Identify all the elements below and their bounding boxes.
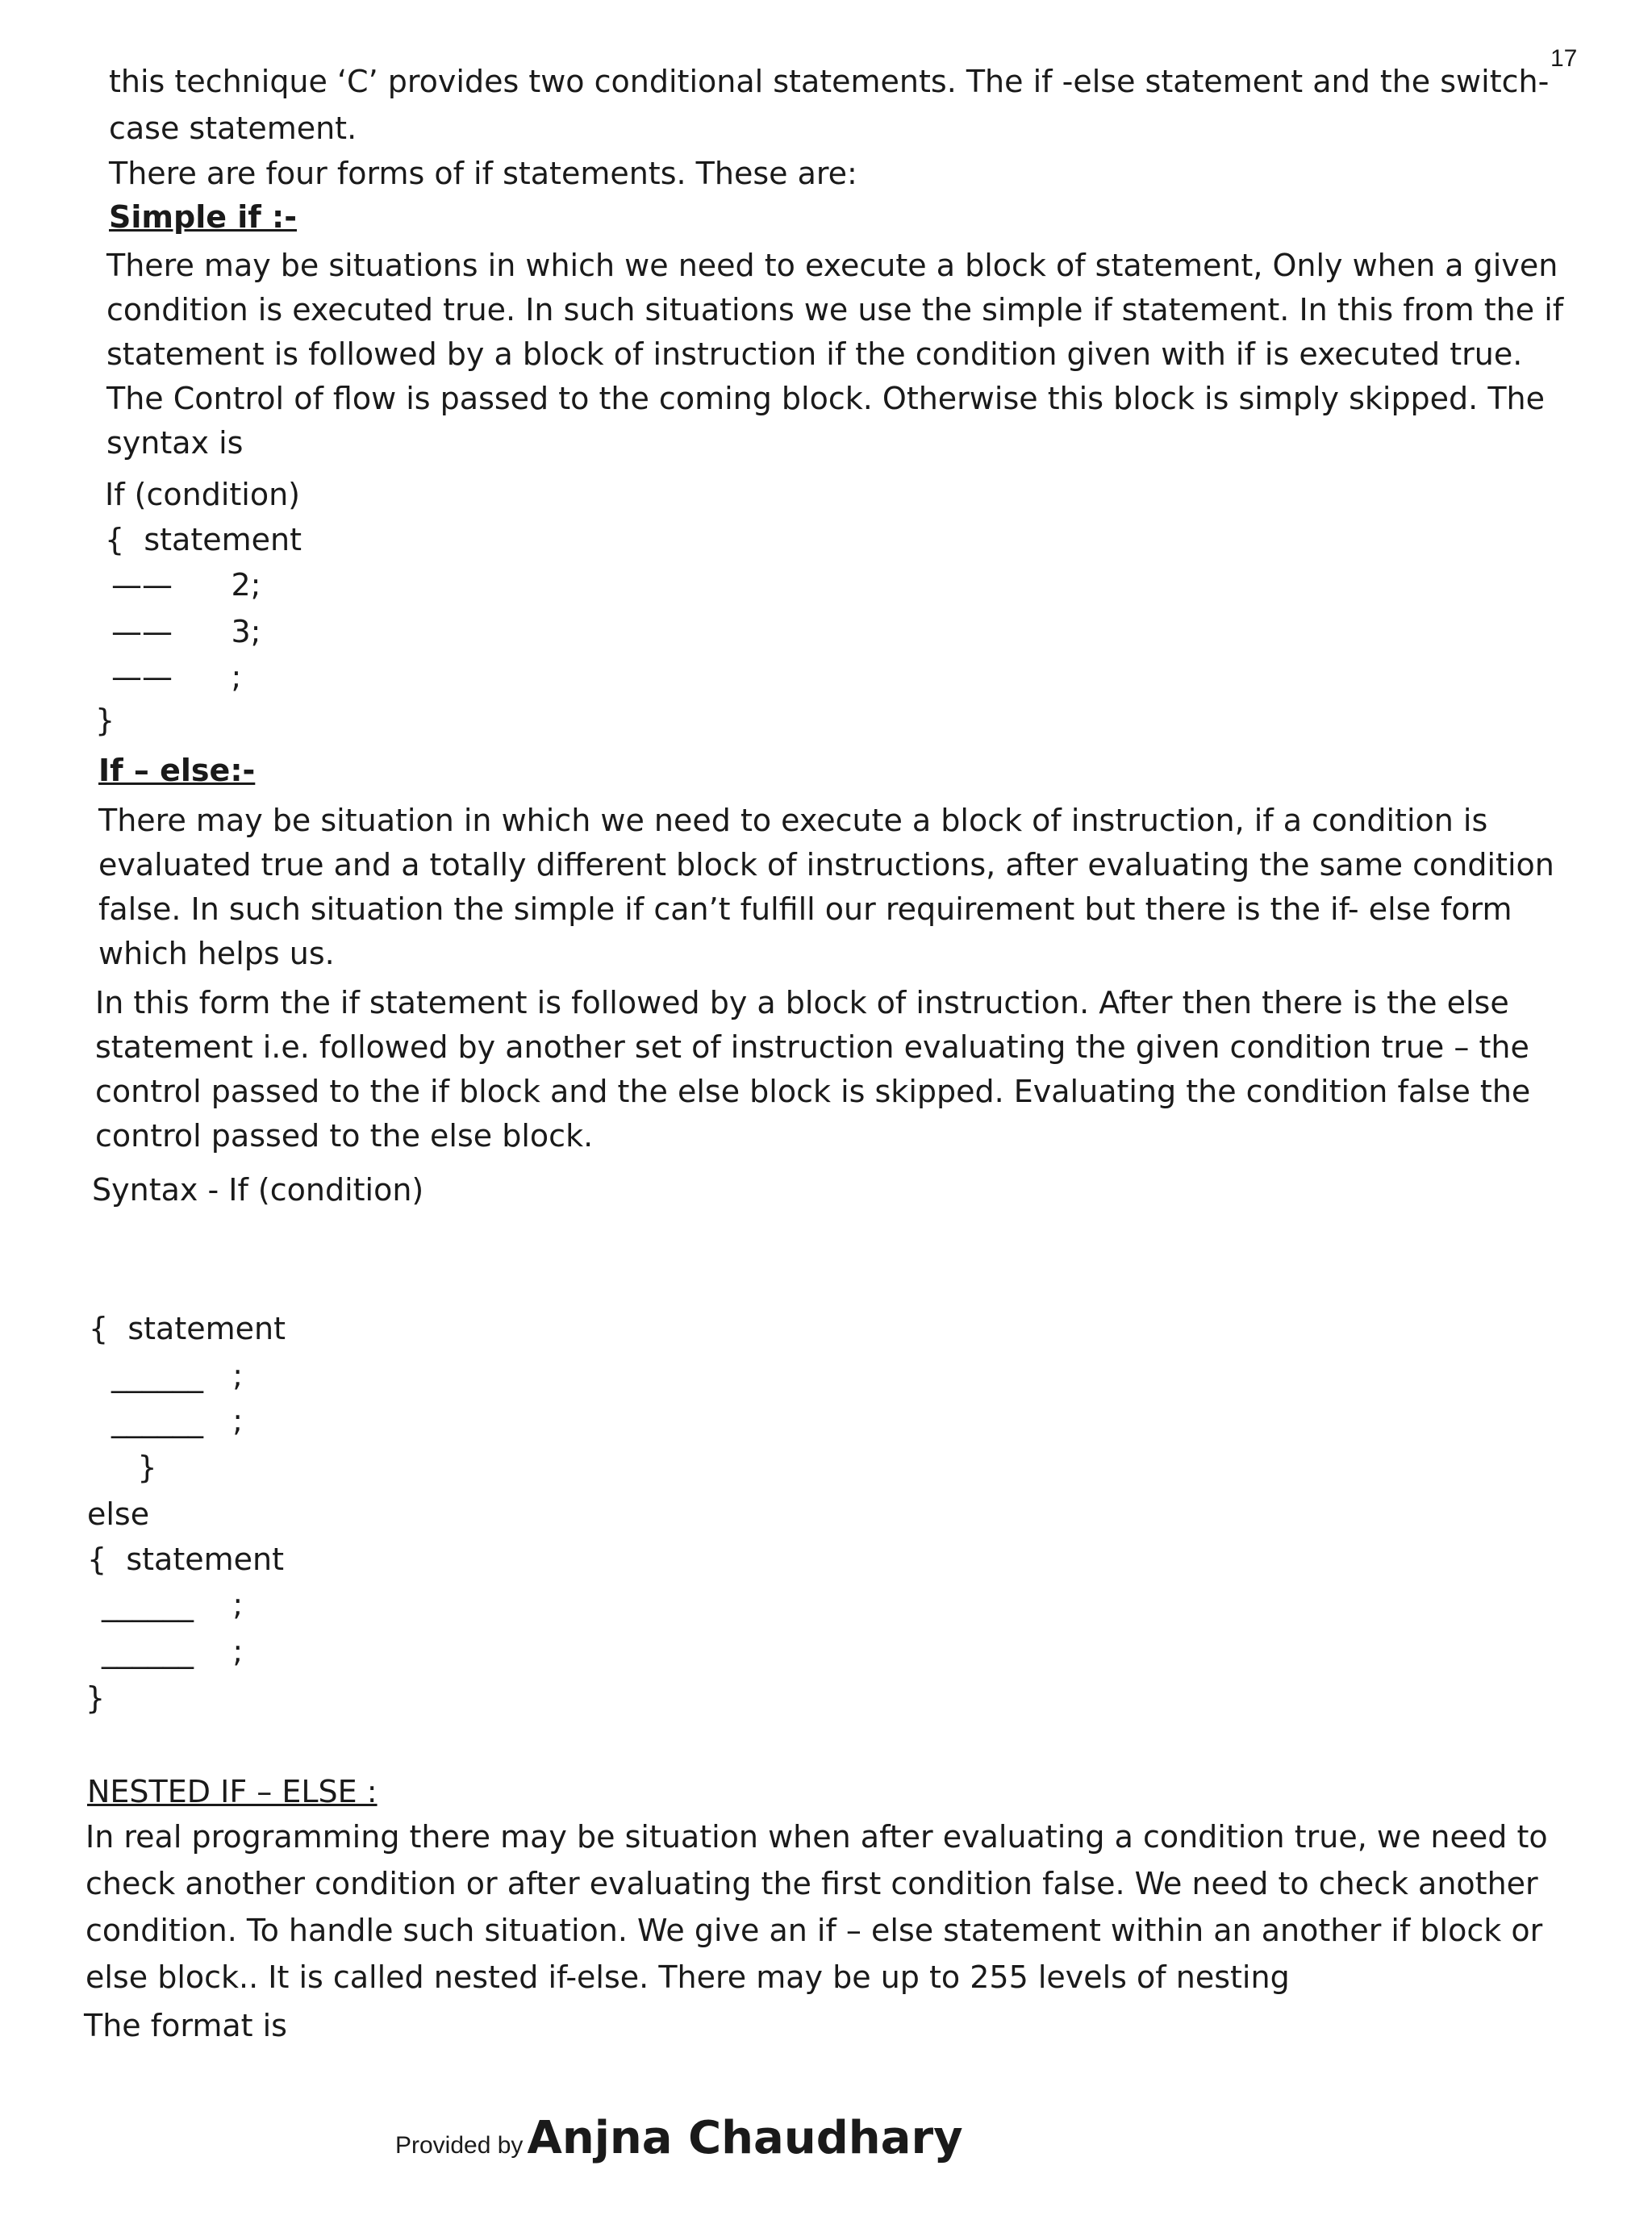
heading-if-else: If – else:- bbox=[98, 753, 256, 788]
if-else-code-line-2: ______ ; bbox=[111, 1358, 244, 1393]
if-else-code-line-5: else bbox=[87, 1496, 150, 1532]
if-else-syntax-line: Syntax - If (condition) bbox=[92, 1172, 424, 1208]
simple-if-code-line-3: —— 2; bbox=[111, 567, 261, 603]
simple-if-code-line-2: { statement bbox=[105, 522, 302, 557]
simple-if-code-line-4: —— 3; bbox=[111, 614, 261, 649]
if-else-code-line-1: { statement bbox=[89, 1311, 286, 1346]
simple-if-code-line-6: } bbox=[95, 703, 115, 738]
heading-simple-if: Simple if :- bbox=[109, 199, 297, 235]
footer-author: Anjna Chaudhary bbox=[527, 2112, 963, 2164]
intro-line-2: case statement. bbox=[109, 111, 357, 146]
if-else-code-line-6: { statement bbox=[87, 1542, 284, 1577]
if-else-code-line-8: ______ ; bbox=[102, 1634, 244, 1669]
intro-line-3: There are four forms of if statements. These are: bbox=[109, 156, 857, 191]
simple-if-paragraph: There may be situations in which we need to execute a block of statement, Only when a given condition is executed true. In such situations we use the simple if statement. In this from the if statement is followed by a block of instruction if the condition given with if is executed true. The Control of flow is passed to the coming block. Otherwise this block is simply skipped. The syntax is bbox=[106, 248, 1564, 461]
nested-if-else-format-line: The format is bbox=[84, 2008, 287, 2043]
intro-line-1: this technique ‘C’ provides two conditional statements. The if -else statement and the switch- bbox=[109, 64, 1550, 99]
if-else-code-line-3: ______ ; bbox=[111, 1403, 244, 1438]
if-else-paragraph-2: In this form the if statement is followed by a block of instruction. After then there is the else statement i.e. followed by another set of instruction evaluating the given condition true – the control passed to the if block and the else block is skipped. Evaluating the condition false the control passed to the else block. bbox=[95, 985, 1531, 1154]
if-else-paragraph-1: There may be situation in which we need to execute a block of instruction, if a condition is evaluated true and a totally different block of instructions, after evaluating the same condition false. In such situation the simple if can’t fulfill our requirement but there is the if- else form which helps us. bbox=[98, 803, 1554, 971]
simple-if-code-line-5: —— ; bbox=[111, 659, 242, 695]
if-else-code-line-9: } bbox=[86, 1680, 106, 1716]
if-else-code-line-7: ______ ; bbox=[102, 1587, 244, 1622]
footer-credit bbox=[395, 2112, 963, 2164]
simple-if-code-line-1: If (condition) bbox=[105, 477, 301, 512]
footer-prefix: Provided by bbox=[395, 2132, 524, 2159]
heading-nested-if-else: NESTED IF – ELSE : bbox=[87, 1774, 378, 1809]
if-else-code-line-4: } bbox=[89, 1450, 157, 1485]
page-number: 17 bbox=[1550, 45, 1578, 72]
nested-if-else-paragraph: In real programming there may be situation when after evaluating a condition true, we need to check another condition or after evaluating the first condition false. We need to check another condition. To handle such situation. We give an if – else statement within an another if block or else block.. It is called nested if-else. There may be up to 255 levels of nesting bbox=[86, 1819, 1548, 1995]
